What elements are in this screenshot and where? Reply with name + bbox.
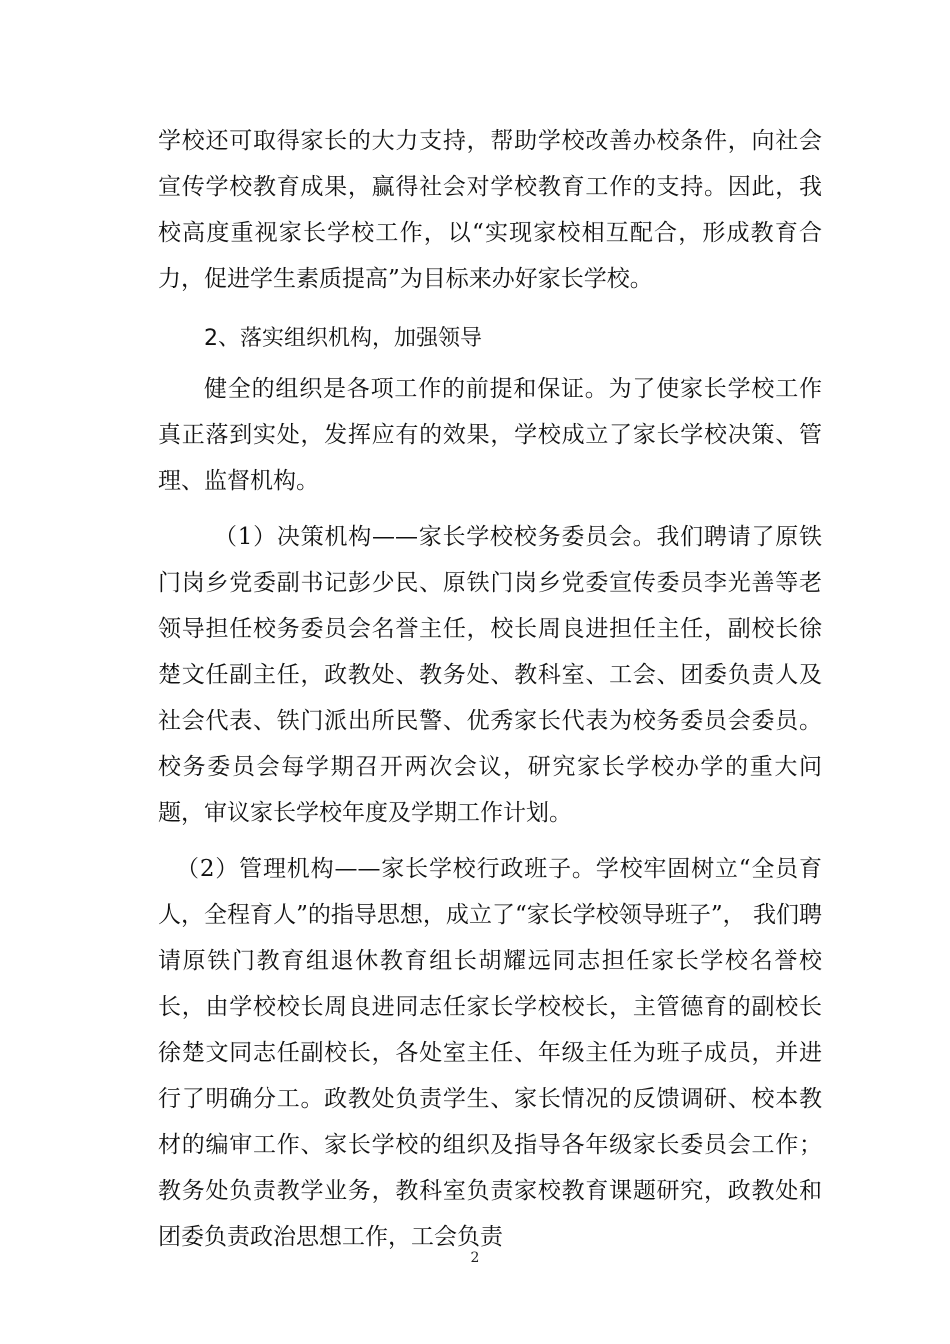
paragraph-decision-body: （1）决策机构——家长学校校务委员会。我们聘请了原铁门岗乡党委副书记彭少民、原铁门岗乡党委宣传委员李光善等老领导担任校务委员会名誉主任，校长周良进担任主任，副校长徐楚文任副主任，政教处、教务处、教科室、工会、团委负责人及社会代表、铁门派出所民警、优秀家长代表为校务委员会委员。校务委员会每学期召开两次会议，研究家长学校办学的重大问题，审议家长学校年度及学期工作计划。 <box>158 524 822 826</box>
paragraph-organization: 健全的组织是各项工作的前提和保证。为了使家长学校工作真正落到实处，发挥应有的效果，学校成立了家长学校决策、管理、监督机构。 <box>158 376 822 494</box>
document-body <box>158 118 822 1260</box>
paragraph-management-body: （2）管理机构——家长学校行政班子。学校牢固树立“全员育人，全程育人”的指导思想，成立了“家长学校领导班子”， 我们聘请原铁门教育组退休教育组长胡耀远同志担任家长学校名誉校长，由学校校长周良进同志任家长学校校长，主管德育的副校长徐楚文同志任副校长，各处室主任、年级主任为班子成员，并进行了明确分工。政教处负责学生、家长情况的反馈调研、校本教材的编审工作、家长学校的组织及指导各年级家长委员会工作；教务处负责教学业务，教科室负责家校教育课题研究，政教处和团委负责政治思想工作，工会负责 <box>158 856 822 1250</box>
page-number: 2 <box>470 1250 480 1266</box>
section-heading: 2、落实组织机构，加强领导 <box>204 326 482 351</box>
paragraph-continuation: 学校还可取得家长的大力支持，帮助学校改善办校条件，向社会宣传学校教育成果，赢得社会对学校教育工作的支持。因此，我校高度重视家长学校工作，以“实现家校相互配合，形成教育合力，促进学生素质提高”为目标来办好家长学校。 <box>158 128 822 292</box>
